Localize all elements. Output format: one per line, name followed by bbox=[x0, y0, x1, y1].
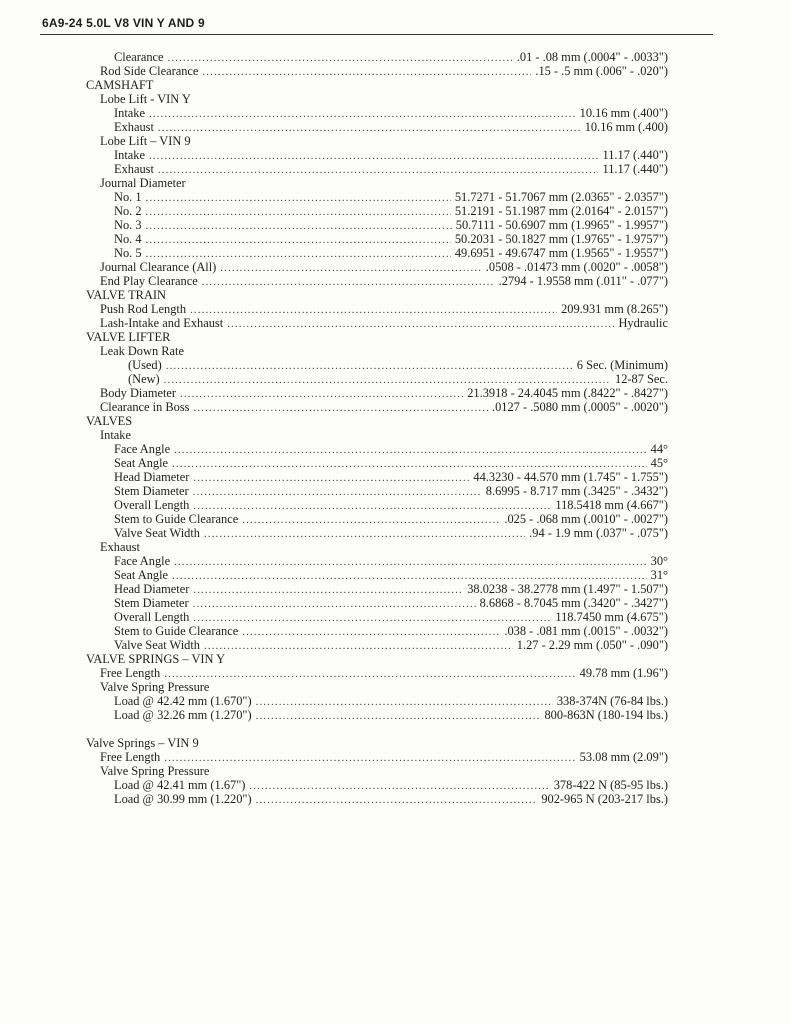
spec-label: Overall Length bbox=[114, 498, 190, 512]
spec-row bbox=[86, 498, 668, 512]
spec-value: 12-87 Sec. bbox=[615, 372, 668, 386]
spec-value: 38.0238 - 38.2778 mm (1.497" - 1.507") bbox=[467, 582, 668, 596]
spec-row bbox=[86, 456, 668, 470]
section-heading bbox=[86, 344, 668, 358]
header-rule bbox=[40, 34, 713, 35]
spec-row bbox=[86, 792, 668, 806]
dot-leader bbox=[242, 513, 500, 527]
spec-label: Valve Spring Pressure bbox=[100, 680, 210, 694]
spec-value: 209.931 mm (8.265") bbox=[561, 302, 668, 316]
spec-label: Stem to Guide Clearance bbox=[114, 512, 239, 526]
spec-label: Valve Spring Pressure bbox=[100, 764, 210, 778]
dot-leader bbox=[149, 149, 599, 163]
spec-label: Lobe Lift – VIN 9 bbox=[100, 134, 191, 148]
spec-value: 49.78 mm (1.96") bbox=[579, 666, 668, 680]
spec-row bbox=[86, 554, 668, 568]
spec-value: .01 - .08 mm (.0004" - .0033") bbox=[516, 50, 668, 64]
spec-label: End Play Clearance bbox=[100, 274, 198, 288]
spec-row bbox=[86, 218, 668, 232]
dot-leader bbox=[220, 261, 482, 275]
spec-row bbox=[86, 596, 668, 610]
spec-value: 118.5418 mm (4.667") bbox=[555, 498, 668, 512]
section-heading bbox=[86, 330, 668, 344]
spec-row bbox=[86, 512, 668, 526]
dot-leader bbox=[172, 457, 647, 471]
spec-row bbox=[86, 50, 668, 64]
spec-value: 44.3230 - 44.570 mm (1.745" - 1.755") bbox=[473, 470, 668, 484]
spec-label: Lobe Lift - VIN Y bbox=[100, 92, 191, 106]
spec-label: No. 1 bbox=[114, 190, 142, 204]
spec-label: Load @ 32.26 mm (1.270") bbox=[114, 708, 252, 722]
dot-leader bbox=[202, 65, 531, 79]
spec-value: 21.3918 - 24.4045 mm (.8422" - .8427") bbox=[467, 386, 668, 400]
section-heading bbox=[86, 764, 668, 778]
spec-value: .94 - 1.9 mm (.037" - .075") bbox=[529, 526, 668, 540]
dot-leader bbox=[256, 793, 538, 807]
spec-label: Lash-Intake and Exhaust bbox=[100, 316, 224, 330]
dot-leader bbox=[256, 695, 553, 709]
dot-leader bbox=[149, 107, 576, 121]
dot-leader bbox=[168, 51, 513, 65]
spec-label: Overall Length bbox=[114, 610, 190, 624]
spec-row bbox=[86, 400, 668, 414]
spec-label: VALVE SPRINGS – VIN Y bbox=[86, 652, 226, 666]
dot-leader bbox=[146, 219, 452, 233]
spec-label: Head Diameter bbox=[114, 470, 190, 484]
spec-value: .025 - .068 mm (.0010" - .0027") bbox=[504, 512, 668, 526]
dot-leader bbox=[174, 443, 647, 457]
dot-leader bbox=[193, 597, 476, 611]
spec-label: No. 4 bbox=[114, 232, 142, 246]
spec-label: Push Rod Length bbox=[100, 302, 187, 316]
spec-value: 10.16 mm (.400") bbox=[579, 106, 668, 120]
section-heading bbox=[86, 680, 668, 694]
spec-value: 118.7450 mm (4.675") bbox=[555, 610, 668, 624]
dot-leader bbox=[204, 527, 525, 541]
dot-leader bbox=[158, 163, 599, 177]
spec-value: .15 - .5 mm (.006" - .020") bbox=[535, 64, 668, 78]
spec-value: 49.6951 - 49.6747 mm (1.9565" - 1.9557") bbox=[454, 246, 668, 260]
spec-row bbox=[86, 568, 668, 582]
spec-label: Exhaust bbox=[100, 540, 140, 554]
spec-row bbox=[86, 610, 668, 624]
dot-leader bbox=[164, 373, 611, 387]
spec-label: Seat Angle bbox=[114, 456, 169, 470]
spec-label: No. 5 bbox=[114, 246, 142, 260]
spec-value: 800-863N (180-194 lbs.) bbox=[544, 708, 668, 722]
dot-leader bbox=[193, 485, 482, 499]
spec-row bbox=[86, 666, 668, 680]
spec-value: 6 Sec. (Minimum) bbox=[576, 358, 668, 372]
spec-label: Clearance bbox=[114, 50, 164, 64]
section-heading bbox=[86, 540, 668, 554]
spec-label: Load @ 42.42 mm (1.670") bbox=[114, 694, 252, 708]
dot-leader bbox=[146, 205, 451, 219]
spec-value: 51.7271 - 51.7067 mm (2.0365" - 2.0357") bbox=[454, 190, 668, 204]
section-heading bbox=[86, 176, 668, 190]
section-heading bbox=[86, 288, 668, 302]
dot-leader bbox=[180, 387, 463, 401]
spec-label: Valve Springs – VIN 9 bbox=[86, 736, 199, 750]
dot-leader bbox=[174, 555, 647, 569]
dot-leader bbox=[242, 625, 500, 639]
spec-label: Seat Angle bbox=[114, 568, 169, 582]
spec-row bbox=[86, 582, 668, 596]
spec-value: 338-374N (76-84 lbs.) bbox=[556, 694, 668, 708]
spec-row bbox=[86, 386, 668, 400]
section-heading bbox=[86, 92, 668, 106]
dot-leader bbox=[193, 583, 463, 597]
spec-label: Load @ 30.99 mm (1.220") bbox=[114, 792, 252, 806]
spec-label: VALVE TRAIN bbox=[86, 288, 166, 302]
spec-label: (New) bbox=[128, 372, 160, 386]
spec-label: VALVE LIFTER bbox=[86, 330, 171, 344]
spec-row bbox=[86, 526, 668, 540]
spec-row bbox=[86, 442, 668, 456]
spec-value: Hydraulic bbox=[618, 316, 668, 330]
spec-value: 8.6868 - 8.7045 mm (.3420" - .3427") bbox=[479, 596, 668, 610]
spec-row bbox=[86, 358, 668, 372]
spec-value: .0127 - .5080 mm (.0005" - .0020") bbox=[492, 400, 668, 414]
spec-label: Rod Side Clearance bbox=[100, 64, 199, 78]
spec-value: 1.27 - 2.29 mm (.050" - .090") bbox=[516, 638, 668, 652]
section-heading bbox=[86, 428, 668, 442]
spec-row bbox=[86, 246, 668, 260]
spec-label: Exhaust bbox=[114, 120, 154, 134]
dot-leader bbox=[193, 401, 488, 415]
dot-leader bbox=[202, 275, 495, 289]
section-heading bbox=[86, 414, 668, 428]
section-heading bbox=[86, 736, 668, 750]
spec-value: 902-965 N (203-217 lbs.) bbox=[541, 792, 668, 806]
spec-label: (Used) bbox=[128, 358, 162, 372]
dot-leader bbox=[164, 751, 575, 765]
spec-value: 44° bbox=[650, 442, 668, 456]
spec-label: Free Length bbox=[100, 666, 161, 680]
spec-label: Exhaust bbox=[114, 162, 154, 176]
spec-value: .038 - .081 mm (.0015" - .0032") bbox=[504, 624, 668, 638]
spec-row bbox=[86, 302, 668, 316]
spec-value: 378-422 N (85-95 lbs.) bbox=[553, 778, 668, 792]
dot-leader bbox=[172, 569, 647, 583]
spec-row bbox=[86, 274, 668, 288]
dot-leader bbox=[164, 667, 575, 681]
dot-leader bbox=[193, 499, 551, 513]
dot-leader bbox=[158, 121, 581, 135]
spec-row bbox=[86, 624, 668, 638]
dot-leader bbox=[227, 317, 614, 331]
spec-label: Stem to Guide Clearance bbox=[114, 624, 239, 638]
dot-leader bbox=[190, 303, 557, 317]
spec-row bbox=[86, 162, 668, 176]
spec-row bbox=[86, 750, 668, 764]
spec-value: 50.2031 - 50.1827 mm (1.9765" - 1.9757") bbox=[454, 232, 668, 246]
spec-value: 31° bbox=[650, 568, 668, 582]
spec-label: Leak Down Rate bbox=[100, 344, 184, 358]
spec-label: Stem Diameter bbox=[114, 596, 189, 610]
dot-leader bbox=[146, 247, 451, 261]
dot-leader bbox=[193, 611, 551, 625]
section-heading bbox=[86, 652, 668, 666]
spec-row bbox=[86, 232, 668, 246]
spec-label: Head Diameter bbox=[114, 582, 190, 596]
spec-label: No. 2 bbox=[114, 204, 142, 218]
section-heading bbox=[86, 78, 668, 92]
spec-value: .2794 - 1.9558 mm (.011" - .077") bbox=[498, 274, 668, 288]
dot-leader bbox=[166, 359, 573, 373]
spec-label: Intake bbox=[114, 106, 145, 120]
spec-value: .0508 - .01473 mm (.0020" - .0058") bbox=[485, 260, 668, 274]
spec-value: 8.6995 - 8.717 mm (.3425" - .3432") bbox=[485, 484, 668, 498]
dot-leader bbox=[249, 779, 549, 793]
spec-label: Journal Clearance (All) bbox=[100, 260, 217, 274]
spec-list bbox=[86, 50, 668, 806]
spec-row bbox=[86, 708, 668, 722]
spec-value: 50.7111 - 50.6907 mm (1.9965" - 1.9957") bbox=[455, 218, 668, 232]
spec-row bbox=[86, 316, 668, 330]
dot-leader bbox=[193, 471, 469, 485]
spec-row bbox=[86, 484, 668, 498]
spec-label: CAMSHAFT bbox=[86, 78, 154, 92]
spec-label: Free Length bbox=[100, 750, 161, 764]
spec-value: 11.17 (.440") bbox=[602, 148, 668, 162]
spec-label: Load @ 42.41 mm (1.67") bbox=[114, 778, 246, 792]
dot-leader bbox=[146, 233, 451, 247]
spec-row bbox=[86, 190, 668, 204]
spec-value: 11.17 (.440") bbox=[602, 162, 668, 176]
dot-leader bbox=[256, 709, 541, 723]
spec-value: 10.16 mm (.400) bbox=[584, 120, 668, 134]
spec-label: Clearance in Boss bbox=[100, 400, 190, 414]
spec-value: 45° bbox=[650, 456, 668, 470]
spec-row bbox=[86, 64, 668, 78]
page-header: 6A9-24 5.0L V8 VIN Y AND 9 bbox=[42, 16, 205, 30]
spec-label: Intake bbox=[114, 148, 145, 162]
dot-leader bbox=[204, 639, 513, 653]
spec-row bbox=[86, 638, 668, 652]
section-heading bbox=[86, 134, 668, 148]
spec-label: Body Diameter bbox=[100, 386, 177, 400]
spec-value: 53.08 mm (2.09") bbox=[579, 750, 668, 764]
dot-leader bbox=[146, 191, 451, 205]
spec-label: Valve Seat Width bbox=[114, 526, 200, 540]
spec-label: VALVES bbox=[86, 414, 133, 428]
spec-row bbox=[86, 470, 668, 484]
spec-value: 30° bbox=[650, 554, 668, 568]
spec-label: Journal Diameter bbox=[100, 176, 186, 190]
spec-row bbox=[86, 694, 668, 708]
spec-label: Intake bbox=[100, 428, 131, 442]
spec-value: 51.2191 - 51.1987 mm (2.0164" - 2.0157") bbox=[454, 204, 668, 218]
spec-row bbox=[86, 260, 668, 274]
spec-row bbox=[86, 204, 668, 218]
spec-label: Face Angle bbox=[114, 554, 171, 568]
spec-label: Face Angle bbox=[114, 442, 171, 456]
spec-row bbox=[86, 120, 668, 134]
spec-row bbox=[86, 148, 668, 162]
spec-label: No. 3 bbox=[114, 218, 142, 232]
spec-row bbox=[86, 372, 668, 386]
spec-label: Stem Diameter bbox=[114, 484, 189, 498]
spec-row bbox=[86, 106, 668, 120]
spec-row bbox=[86, 778, 668, 792]
spec-label: Valve Seat Width bbox=[114, 638, 200, 652]
